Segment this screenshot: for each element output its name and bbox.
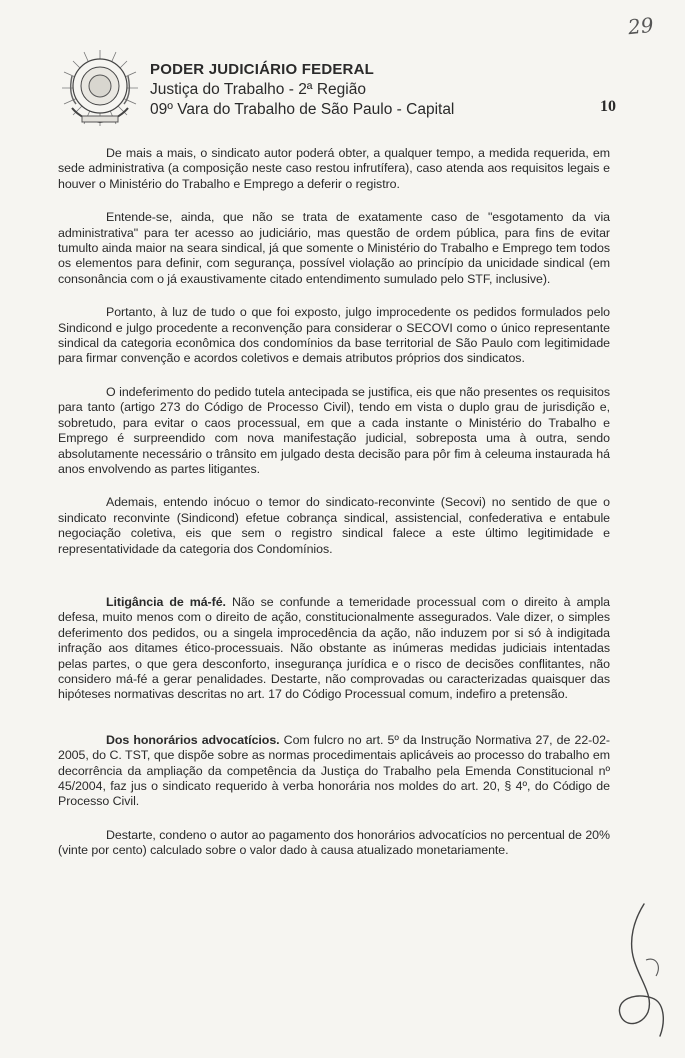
paragraph-1: De mais a mais, o sindicato autor poderá obter, a qualquer tempo, a medida requerida, em sede administrativa (a composição neste caso restou infrutífera), caso atenda aos requisitos legais e houver o Ministério do Trabalho e Emprego a deferir o registro. xyxy=(58,146,610,191)
paragraph-honorarios-text: Com fulcro no art. 5º da Instrução Normativa 27, de 22-02-2005, do C. TST, que dispõe sobre as normas procedimentais aplicáveis ao processo do trabalho em decorrência da ampliação da competência da Justiça do Trabalho pela Emenda Constitucional nº 45/2004, faz jus o sindicato requerido à verba honorária nos moldes do art. 20, § 4º, do Código de Processo Civil. xyxy=(58,732,610,809)
paragraph-litigancia xyxy=(58,595,610,703)
paragraph-2: Entende-se, ainda, que não se trata de exatamente caso de "esgotamento da via administrativa" para ter acesso ao judiciário, mas questão de ordem pública, para fins de evitar tumulto ainda maior na seara sindical, já que somente o Ministério do Trabalho e Emprego tem todos os elementos para definir, com segurança, possível violação ao princípio da unicidade sindical (em consonância com o já exaustivamente citado entendimento sumulado pelo STF, inclusive). xyxy=(58,210,610,286)
brasao-republica-icon xyxy=(58,46,142,130)
paragraph-5: Ademais, entendo inócuo o temor do sindicato-reconvinte (Secovi) no sentido de que o sindicato reconvinte (Sindicond) efetue cobrança sindical, assistencial, confederativa e entabule negociação coletiva, eis que sem o registro sindical falece a este último legitimidade e representatividade da categoria dos Condomínios. xyxy=(58,495,610,556)
handwritten-page-mark: 29 xyxy=(626,12,655,40)
section-heading-honorarios: Dos honorários advocatícios. xyxy=(106,732,280,747)
document-header xyxy=(150,60,570,120)
section-heading-litigancia: Litigância de má-fé. xyxy=(106,594,226,609)
paragraph-honorarios xyxy=(58,733,610,810)
paragraph-final: Destarte, condeno o autor ao pagamento dos honorários advocatícios no percentual de 20% (vinte por cento) calculado sobre o valor dado à causa atualizado monetariamente. xyxy=(58,827,610,858)
header-court-branch: Justiça do Trabalho - 2ª Região xyxy=(150,81,366,98)
handwritten-signature xyxy=(604,900,674,1040)
header-court-name: PODER JUDICIÁRIO FEDERAL xyxy=(150,61,374,78)
paragraph-3: Portanto, à luz de tudo o que foi exposto, julgo improcedente os pedidos formulados pelo Sindicond e julgo procedente a reconvenção para considerar o SECOVI como o único representante sindical da categoria econômica dos condomínios da base territorial de São Paulo com legitimidade para firmar convenção e acordos coletivos e demais atributos próprios dos sindicatos. xyxy=(58,305,610,366)
paragraph-4: O indeferimento do pedido tutela antecipada se justifica, eis que não presentes os requisitos para tanto (artigo 273 do Código de Processo Civil), tendo em vista o duplo grau de jurisdição e, sobretudo, para evitar o caos processual, em que a cada instante o Ministério do Trabalho e Emprego é surpreendido com nova manifestação judicial, sobreposta uma à outra, sendo absolutamente necessário o trânsito em julgado desta decisão para pôr fim à celeuma instaurada há anos envolvendo as partes litigantes. xyxy=(58,384,610,476)
page-number: 10 xyxy=(600,98,616,115)
document-body xyxy=(58,146,610,877)
header-court-unit: 09º Vara do Trabalho de São Paulo - Capital xyxy=(150,101,455,118)
paragraph-litigancia-text: Não se confunde a temeridade processual com o direito à ampla defesa, muito menos com o direito de ação, constitucionalmente assegurados. Vale dizer, o simples deferimento dos pedidos, ou a singela improcedência da ação, não induzem por si só à indigitada infração aos ditames ético-processuais. Não obstante as inúmeras medidas judiciais intentadas pelas partes, o que gera desconforto, insegurança jurídica e o risco de decisões conflitantes, não considero má-fé a gerar penalidades. Destarte, não comprovadas ou caracterizadas quaisquer das hipóteses normativas descritas no art. 17 do Código Processual comum, indefiro a pretensão. xyxy=(58,594,610,702)
